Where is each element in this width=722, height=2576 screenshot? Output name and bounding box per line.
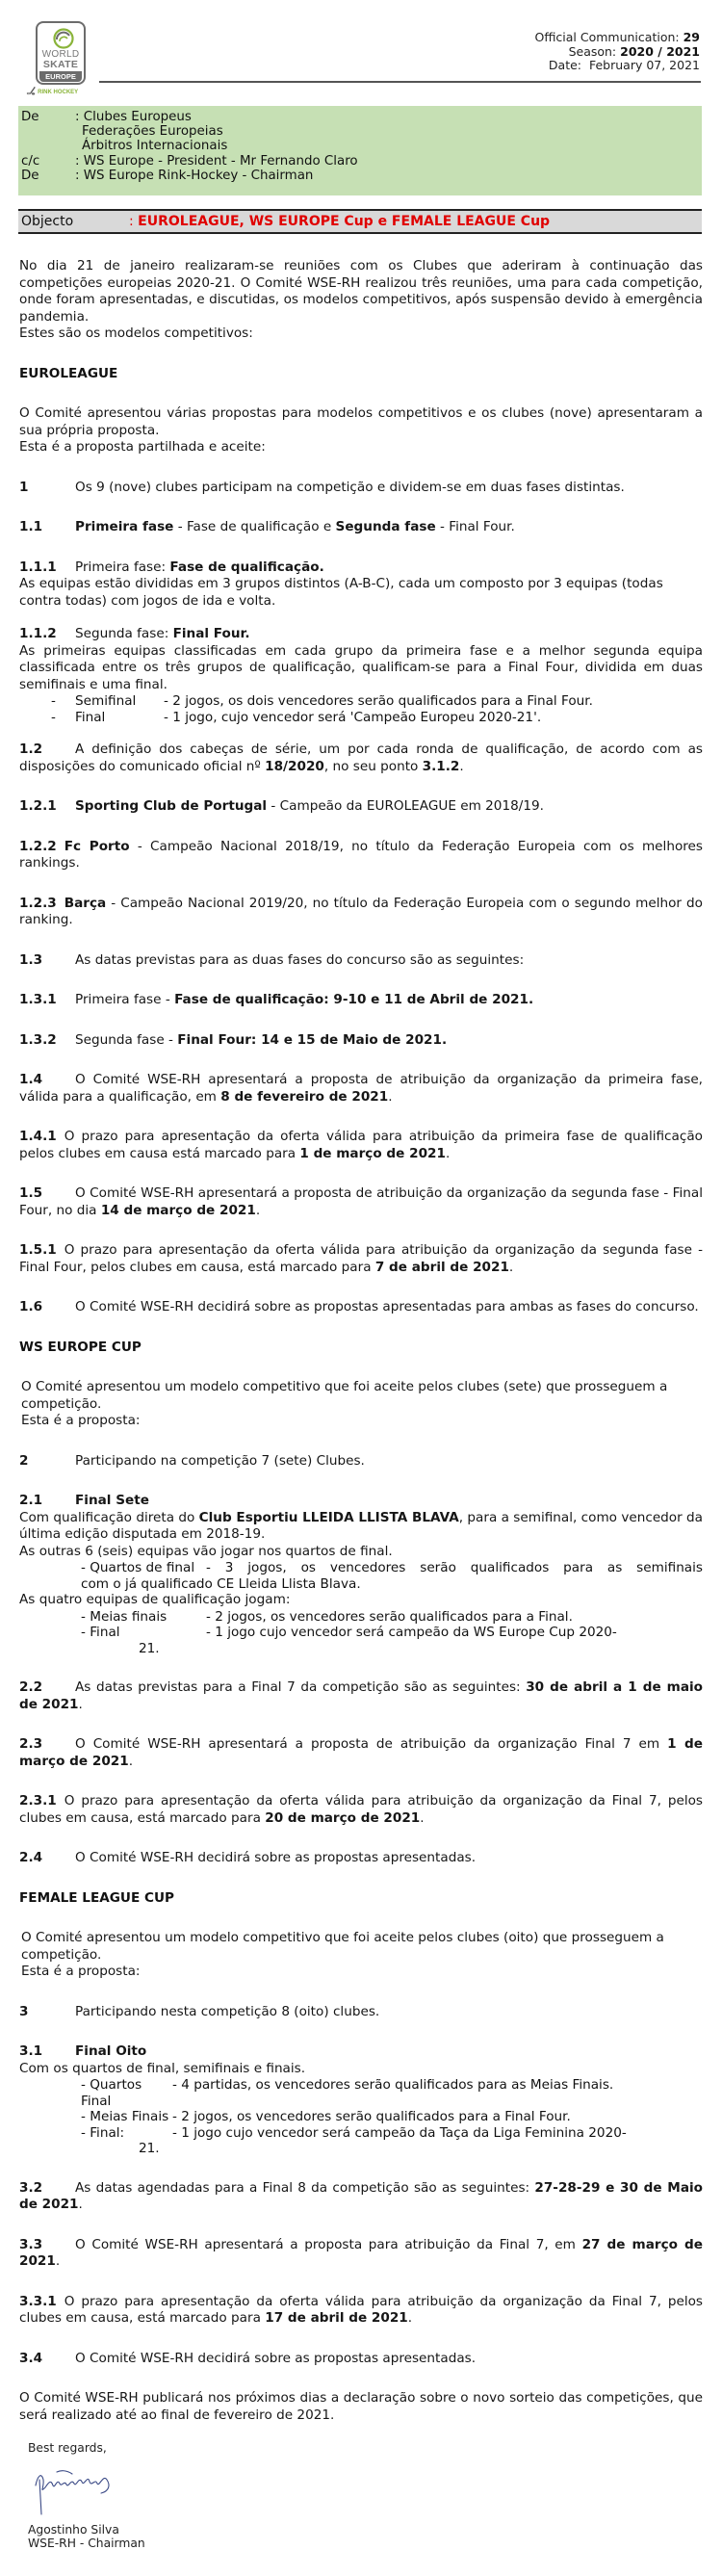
handwritten-signature bbox=[28, 2459, 124, 2516]
clause-text: . bbox=[78, 1696, 83, 1712]
date-value: February 07, 2021 bbox=[588, 58, 700, 72]
season-line bbox=[534, 45, 700, 60]
clause-bold: 18/2020 bbox=[265, 758, 324, 774]
round-desc-cont: com o já qualificado CE Lleida Llista Blava. bbox=[81, 1575, 361, 1592]
clause-text: , no seu ponto bbox=[323, 758, 423, 774]
clause-text: - Campeão da EUROLEAGUE em 2018/19. bbox=[267, 798, 544, 814]
season-label: Season: bbox=[568, 43, 617, 59]
clause-text: . bbox=[407, 2310, 413, 2326]
clause-number: 1.1.2 bbox=[19, 626, 57, 641]
clause-number: 2.4 bbox=[19, 1850, 43, 1865]
clause-number: 3.2 bbox=[19, 2179, 43, 2196]
clause-number: 2.3.1 bbox=[19, 1793, 57, 1808]
round-name: - Final: bbox=[81, 2124, 125, 2141]
clause-number: 1 bbox=[19, 479, 29, 495]
clause-text: O prazo para apresentação da oferta válida para atribuição da primeira fase de qualificação pelos clubes em causa está marcado para bbox=[19, 1129, 703, 1161]
clause-number: 2.1 bbox=[19, 1493, 43, 1508]
clause-1-1-1-text: As equipas estão divididas em 3 grupos distintos (A-B-C), cada um composto por 3 equipas (todas contra todas) com jogos de ida e volta. bbox=[19, 576, 663, 609]
communication-info bbox=[534, 31, 700, 73]
clause-text: O Comité WSE-RH apresentará a proposta de atribuição da organização da primeira fase, válida para a qualificação, em bbox=[19, 1072, 703, 1105]
round-item bbox=[19, 1560, 703, 1576]
bullet-dash: - bbox=[51, 693, 56, 709]
clause-text: O Comité WSE-RH decidirá sobre as propostas apresentadas. bbox=[75, 1850, 477, 1865]
clause-2-4 bbox=[19, 1850, 703, 1867]
clause-1-5-1 bbox=[19, 1242, 703, 1276]
clause-text: As datas previstas para a Final 7 da competição são as seguintes: bbox=[75, 1679, 527, 1695]
greeting: Best regards, bbox=[28, 2441, 107, 2455]
clause-number: 1.4 bbox=[19, 1072, 43, 1087]
clause-number: 1.3.1 bbox=[19, 992, 57, 1007]
round-desc: - 1 jogo cujo vencedor será campeão da WS Europe Cup 2020- bbox=[206, 1625, 617, 1640]
skater-icon: 🏒︎ bbox=[26, 87, 37, 95]
clause-bold: Final Four: 14 e 15 de Maio de 2021. bbox=[177, 1031, 448, 1048]
addressee-value: Árbitros Internacionais bbox=[82, 139, 228, 154]
round-name: - Meias finais bbox=[81, 1608, 168, 1625]
clause-number: 1.2.2 bbox=[19, 838, 57, 854]
clause-number: 3.1 bbox=[19, 2043, 43, 2059]
clause-text: - Final Four. bbox=[435, 519, 515, 534]
addressee-value: : WS Europe Rink-Hockey - Chairman bbox=[75, 168, 314, 183]
communication-label: Official Communication: bbox=[534, 30, 680, 44]
clause-text: Os 9 (nove) clubes participam na competição e dividem-se em duas fases distintas. bbox=[75, 479, 625, 495]
clause-3-3 bbox=[19, 2237, 703, 2271]
clause-3 bbox=[19, 2004, 703, 2021]
clause-text: Primeira fase - bbox=[75, 992, 175, 1007]
addressee-value: : Clubes Europeus bbox=[75, 110, 192, 124]
clause-text: . bbox=[255, 1202, 261, 1218]
subject-label: Objecto bbox=[21, 214, 74, 229]
addressee-key bbox=[21, 139, 75, 153]
round-name: - Meias Finais bbox=[81, 2109, 169, 2124]
clause-bold: Segunda fase bbox=[335, 519, 436, 534]
section-title-euroleague: EUROLEAGUE bbox=[19, 365, 118, 381]
clause-1-3-1 bbox=[19, 992, 703, 1009]
clause-text: O Comité WSE-RH apresentará a proposta de atribuição da organização Final 7 em bbox=[75, 1736, 668, 1752]
clause-bold: Sporting Club de Portugal bbox=[75, 798, 268, 814]
clause-text: Segunda fase: bbox=[75, 626, 173, 641]
addressee-key bbox=[21, 124, 75, 139]
clause-number: 1.6 bbox=[19, 1299, 43, 1314]
clause-bold: 1 de março de 2021 bbox=[299, 1145, 446, 1161]
logo-tagline: RINK HOCKEY bbox=[38, 90, 79, 95]
clause-number: 1.5 bbox=[19, 1185, 43, 1201]
clause-number: 2 bbox=[19, 1452, 29, 1469]
addressee-value: : WS Europe - President - Mr Fernando Claro bbox=[75, 153, 358, 169]
addressee-row bbox=[21, 124, 702, 139]
clause-text: . bbox=[55, 2253, 61, 2269]
round-item bbox=[19, 2125, 703, 2142]
season-value: 2020 / 2021 bbox=[620, 43, 700, 59]
clause-number: 1.2 bbox=[19, 742, 43, 757]
clause-text: , para a semifinal, como vencedor da última edição disputada em 2018-19. bbox=[19, 1509, 704, 1542]
ws-europe-cup-intro: O Comité apresentou um modelo competitivo que foi aceite pelos clubes (sete) que prosseguem a competição. bbox=[21, 1379, 668, 1412]
clause-1-3 bbox=[19, 952, 703, 970]
clause-2-1 bbox=[19, 1493, 703, 1510]
clause-text: Primeira fase: bbox=[75, 559, 170, 575]
bullet-desc: - 2 jogos, os dois vencedores serão qualificados para a Final Four. bbox=[164, 693, 593, 709]
clause-3-4 bbox=[19, 2351, 703, 2368]
clause-1 bbox=[19, 480, 703, 497]
clause-2-1-line3: As quatro equipas de qualificação jogam: bbox=[19, 1592, 291, 1607]
clause-text: As datas agendadas para a Final 8 da competição são as seguintes: bbox=[75, 2179, 535, 2196]
clause-text: Participando nesta competição 8 (oito) clubes. bbox=[75, 2003, 380, 2019]
clause-1-2 bbox=[19, 742, 703, 775]
clause-text: A definição dos cabeças de série, um por cada ronda de qualificação, de acordo com as disposições do comunicado oficial nº bbox=[19, 742, 703, 774]
closing-paragraph: O Comité WSE-RH publicará nos próximos dias a declaração sobre o novo sorteio das competições, que será realizado até ao final de fevereiro de 2021. bbox=[19, 2390, 703, 2423]
clause-text: . bbox=[420, 1809, 425, 1826]
clause-number: 2.3 bbox=[19, 1736, 43, 1752]
date-label: Date: bbox=[548, 58, 582, 72]
euroleague-intro-lead: Esta é a proposta partilhada e aceite: bbox=[19, 439, 266, 455]
clause-1-4 bbox=[19, 1072, 703, 1106]
subject-value: EUROLEAGUE, WS EUROPE Cup e FEMALE LEAGUE Cup bbox=[138, 214, 551, 229]
addressee-row bbox=[21, 154, 702, 169]
clause-bold: 3.1.2 bbox=[422, 758, 460, 774]
clause-number: 1.2.3 bbox=[19, 895, 57, 911]
signatory-role: WSE-RH - Chairman bbox=[28, 2537, 145, 2550]
clause-1-1-2-text: As primeiras equipas classificadas em cada grupo da primeira fase e a melhor segunda equipa classificada entre os três grupos de qualificação, qualificam-se para a Final Four, dividida em duas semifinais e uma final. bbox=[19, 642, 703, 692]
clause-1-1 bbox=[19, 519, 703, 536]
date-line bbox=[534, 59, 700, 73]
clause-number: 1.1.1 bbox=[19, 559, 57, 575]
clause-text: As datas previstas para as duas fases do concurso são as seguintes: bbox=[75, 951, 525, 968]
club-name: Club Esportiu LLEIDA LLISTA BLAVA bbox=[198, 1509, 459, 1525]
round-name: - Quartos de final bbox=[81, 1560, 195, 1575]
addressee-key: De bbox=[21, 168, 39, 183]
clause-bold: 1 de março de 2021 bbox=[19, 1736, 703, 1769]
clause-text: O prazo para apresentação da oferta válida para atribuição da organização da Final 7, pelos clubes em causa, está marcado para bbox=[19, 2293, 703, 2326]
clause-2-2 bbox=[19, 1679, 703, 1713]
signature-block bbox=[28, 2441, 145, 2550]
clause-1-6 bbox=[19, 1299, 703, 1316]
clause-2-3-1 bbox=[19, 1793, 703, 1827]
clause-1-4-1 bbox=[19, 1129, 703, 1162]
clause-text: O Comité WSE-RH decidirá sobre as propostas apresentadas. bbox=[75, 2350, 477, 2366]
clause-text: O Comité WSE-RH apresentará a proposta para atribuição da Final 7, em bbox=[75, 2236, 582, 2252]
clause-text: . bbox=[128, 1753, 134, 1769]
round-item bbox=[19, 2109, 703, 2125]
clause-number: 3.4 bbox=[19, 2350, 43, 2366]
round-desc: - 1 jogo cujo vencedor será campeão da Taça da Liga Feminina 2020- bbox=[172, 2124, 627, 2141]
bullet-item bbox=[19, 710, 703, 726]
clause-bold: 20 de março de 2021 bbox=[265, 1809, 421, 1826]
clause-text: Segunda fase - bbox=[75, 1031, 178, 1048]
clause-1-3-2 bbox=[19, 1032, 703, 1050]
round-name: - Final bbox=[81, 1625, 120, 1640]
clause-text: . bbox=[388, 1088, 393, 1105]
clause-1-2-1 bbox=[19, 798, 703, 816]
signatory-name: Agostinho Silva bbox=[28, 2523, 119, 2537]
intro-paragraph: No dia 21 de janeiro realizaram-se reuniões com os Clubes que aderiram à continuação das competições europeias 2020-21. O Comité WSE-RH realizou três reuniões, uma para cada competição, onde foram apresentadas, e discutidas, os modelos competitivos, após suspensão devido à emergência pandemia. bbox=[19, 258, 703, 325]
clause-text: . bbox=[78, 2197, 83, 2212]
logo-world-text: WORLD bbox=[41, 49, 80, 60]
clause-2-3 bbox=[19, 1736, 703, 1770]
clause-number: 1.3 bbox=[19, 951, 43, 968]
round-desc-cont: 21. bbox=[139, 2141, 160, 2156]
communication-number: 29 bbox=[683, 30, 700, 44]
female-league-cup-intro-lead: Esta é a proposta: bbox=[21, 1964, 141, 1979]
clause-2 bbox=[19, 1453, 703, 1470]
subject-bar bbox=[18, 209, 702, 234]
logo-badge bbox=[36, 21, 86, 85]
clause-1-1-2 bbox=[19, 626, 703, 643]
addressee-row bbox=[21, 139, 702, 153]
clause-text: O Comité WSE-RH decidirá sobre as propostas apresentadas para ambas as fases do concurso. bbox=[75, 1299, 699, 1314]
clause-bold: 27-28-29 e 30 de Maio de 2021 bbox=[19, 2179, 703, 2212]
clause-bold: 30 de abril a 1 de maio de 2021 bbox=[19, 1679, 704, 1712]
round-item bbox=[19, 1609, 703, 1626]
clause-bold: Fase de qualificação. bbox=[169, 559, 324, 575]
world-skate-europe-logo bbox=[26, 21, 84, 95]
clause-bold: Final Oito bbox=[75, 2043, 147, 2059]
header-divider bbox=[99, 81, 701, 83]
bullet-item bbox=[19, 693, 703, 710]
round-desc: - 4 partidas, os vencedores serão qualificados para as Meias Finais. bbox=[172, 2077, 614, 2093]
round-item bbox=[19, 2077, 703, 2109]
clause-number: 1.2.1 bbox=[19, 798, 57, 814]
clause-bold: 7 de abril de 2021 bbox=[374, 1259, 509, 1275]
round-desc: - 3 jogos, os vencedores serão qualificados para as semifinais bbox=[206, 1560, 703, 1575]
clause-3-2 bbox=[19, 2180, 703, 2214]
clause-text: - Fase de qualificação e bbox=[173, 519, 336, 534]
bullet-name: Semifinal bbox=[75, 693, 137, 709]
intro-lead: Estes são os modelos competitivos: bbox=[19, 325, 253, 341]
clause-3-1 bbox=[19, 2043, 703, 2061]
logo-skate-text: SKATE bbox=[42, 59, 79, 70]
clause-bold: Primeira fase bbox=[75, 519, 174, 534]
section-title-female-league-cup: FEMALE LEAGUE CUP bbox=[19, 1889, 174, 1906]
clause-bold: Barça bbox=[64, 895, 107, 911]
clause-3-3-1 bbox=[19, 2294, 703, 2328]
round-item bbox=[19, 1625, 703, 1641]
clause-bold: Final Four. bbox=[172, 626, 250, 641]
clause-1-5 bbox=[19, 1185, 703, 1219]
round-name: - Quartos Final bbox=[81, 2077, 142, 2109]
logo-swirl-icon bbox=[51, 28, 76, 49]
addressee-row bbox=[21, 169, 702, 183]
clause-text: Com qualificação direta do bbox=[19, 1509, 199, 1525]
clause-2-1-text bbox=[19, 1510, 703, 1544]
clause-text: - Campeão Nacional 2018/19, no título da Federação Europeia com os melhores rankings. bbox=[19, 838, 703, 871]
clause-bold: Fc Porto bbox=[64, 838, 130, 854]
clause-text: O prazo para apresentação da oferta válida para atribuição da organização da Final 7, pelos clubes em causa, está marcado para bbox=[19, 1793, 703, 1826]
clause-bold: 8 de fevereiro de 2021 bbox=[220, 1088, 389, 1105]
clause-2-1-line2: As outras 6 (seis) equipas vão jogar nos quartos de final. bbox=[19, 1543, 393, 1559]
document-body bbox=[19, 258, 703, 2424]
clause-bold: 14 de março de 2021 bbox=[100, 1202, 256, 1218]
bullet-desc: - 1 jogo, cujo vencedor será 'Campeão Europeu 2020-21'. bbox=[164, 709, 542, 725]
bullet-dash: - bbox=[51, 709, 56, 725]
logo-rink-hockey bbox=[26, 87, 93, 95]
logo-europe-text: EUROPE bbox=[39, 71, 82, 82]
clause-text: Participando na competição 7 (sete) Clubes. bbox=[75, 1452, 365, 1469]
clause-number: 1.3.2 bbox=[19, 1031, 57, 1048]
communication-number-line bbox=[534, 31, 700, 45]
clause-bold: Fase de qualificação: 9-10 e 11 de Abril de 2021. bbox=[174, 992, 534, 1007]
clause-number: 1.5.1 bbox=[19, 1242, 57, 1258]
addressee-row bbox=[21, 110, 702, 124]
clause-number: 3.3 bbox=[19, 2236, 43, 2252]
clause-1-2-2 bbox=[19, 839, 703, 872]
female-league-cup-intro: O Comité apresentou um modelo competitivo que foi aceite pelos clubes (oito) que prosseguem a competição. bbox=[21, 1930, 664, 1963]
subject-separator: : bbox=[129, 214, 139, 229]
addressee-key: c/c bbox=[21, 153, 40, 169]
clause-text: . bbox=[508, 1259, 514, 1275]
clause-number: 2.2 bbox=[19, 1679, 43, 1695]
section-title-ws-europe-cup: WS EUROPE CUP bbox=[19, 1339, 142, 1355]
addressee-block bbox=[18, 106, 702, 195]
clause-1-1-1 bbox=[19, 559, 703, 577]
clause-number: 1.1 bbox=[19, 519, 43, 534]
addressee-key: De bbox=[21, 110, 39, 124]
addressee-value: Federações Europeias bbox=[82, 124, 223, 140]
euroleague-intro: O Comité apresentou várias propostas para modelos competitivos e os clubes (nove) apresentaram a sua própria proposta. bbox=[19, 405, 703, 438]
round-desc: - 2 jogos, os vencedores serão qualificados para a Final Four. bbox=[172, 2109, 571, 2124]
clause-text: O prazo para apresentação da oferta válida para atribuição da organização da segunda fase -Final Four, pelos clubes em causa, está marcado para bbox=[19, 1242, 703, 1275]
clause-bold: Final Sete bbox=[75, 1493, 149, 1508]
bullet-name: Final bbox=[75, 709, 106, 725]
clause-3-1-text: Com os quartos de final, semifinais e finais. bbox=[19, 2060, 306, 2076]
clause-number: 3.3.1 bbox=[19, 2293, 57, 2309]
clause-bold: 27 de março de 2021 bbox=[19, 2236, 703, 2269]
clause-number: 3 bbox=[19, 2003, 29, 2019]
clause-text: O Comité WSE-RH apresentará a proposta de atribuição da organização da segunda fase - Final Four, no dia bbox=[19, 1185, 703, 1218]
round-desc-cont: 21. bbox=[139, 1640, 160, 1656]
clause-number: 1.4.1 bbox=[19, 1129, 57, 1144]
clause-text: . bbox=[459, 758, 464, 774]
ws-europe-cup-intro-lead: Esta é a proposta: bbox=[21, 1413, 141, 1428]
clause-bold: 17 de abril de 2021 bbox=[265, 2310, 408, 2326]
round-desc: - 2 jogos, os vencedores serão qualificados para a Final. bbox=[206, 1608, 573, 1625]
clause-text: . bbox=[445, 1145, 451, 1161]
clause-1-2-3 bbox=[19, 896, 703, 929]
clause-text: - Campeão Nacional 2019/20, no título da Federação Europeia com o segundo melhor do ranking. bbox=[19, 895, 703, 927]
